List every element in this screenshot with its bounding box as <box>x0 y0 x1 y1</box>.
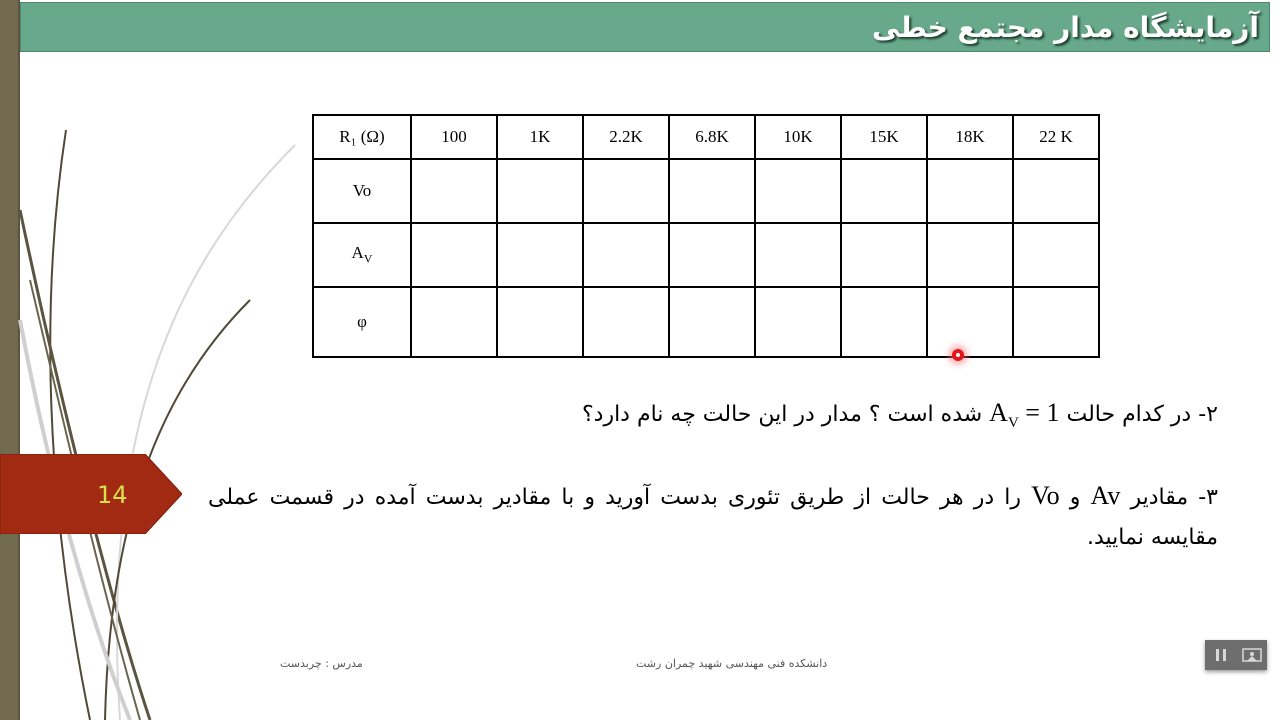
table-cell <box>411 287 497 357</box>
table-cell <box>1013 159 1099 223</box>
table-cell <box>755 223 841 287</box>
header-cell: 6.8K <box>669 115 755 159</box>
header-cell: 10K <box>755 115 841 159</box>
header-cell: 15K <box>841 115 927 159</box>
table-cell <box>497 287 583 357</box>
laser-pointer-cursor <box>952 349 964 361</box>
page-number-badge <box>0 454 182 534</box>
av-label-sub: V <box>363 251 373 266</box>
decorative-curves <box>0 0 320 720</box>
header-cell: 100 <box>411 115 497 159</box>
table-cell <box>755 287 841 357</box>
table-row-av <box>313 223 1099 287</box>
table-cell <box>927 159 1013 223</box>
slideshow-controls <box>1205 640 1267 670</box>
av-label: A <box>351 243 364 263</box>
table-row-phase <box>313 287 1099 357</box>
measurement-table <box>312 114 1100 358</box>
q2-suffix: شده است ؟ مدار در این حالت چه نام دارد؟ <box>581 402 990 427</box>
slideshow-view-button[interactable] <box>1240 645 1264 665</box>
table-cell <box>411 159 497 223</box>
table-header-row <box>313 115 1099 159</box>
q3-prefix: ۳- مقادیر <box>1120 485 1218 510</box>
pause-icon <box>1213 648 1229 662</box>
table-cell <box>669 223 755 287</box>
q2-formula-sub: V <box>1007 415 1019 432</box>
page-number: 14 <box>97 481 128 509</box>
table-row-vo <box>313 159 1099 223</box>
table-cell <box>755 159 841 223</box>
q3-av: Av <box>1090 481 1121 510</box>
table-cell <box>1013 287 1099 357</box>
table-cell <box>669 159 755 223</box>
row-label-av <box>313 223 411 287</box>
table-cell <box>497 159 583 223</box>
header-cell: 22 K <box>1013 115 1099 159</box>
slideshow-icon <box>1242 648 1262 662</box>
q2-formula <box>989 398 1060 432</box>
table-cell <box>841 223 927 287</box>
q3-vo: Vo <box>1031 481 1060 510</box>
question-3 <box>208 476 1218 558</box>
table-cell <box>497 223 583 287</box>
table-cell <box>927 223 1013 287</box>
table-cell <box>669 287 755 357</box>
table-cell <box>583 223 669 287</box>
footer-institution: دانشکده فنی مهندسی شهید چمران رشت <box>636 657 828 670</box>
table-cell <box>583 159 669 223</box>
pause-button[interactable] <box>1209 645 1233 665</box>
q2-formula-a: A <box>989 398 1008 427</box>
table-cell <box>1013 223 1099 287</box>
slide-title-bar <box>20 2 1270 52</box>
q3-suffix: را در هر حالت از طریق تئوری بدست آورید و با مقادیر بدست آمده در قسمت عملی مقایسه نمایید. <box>208 485 1218 550</box>
footer-instructor: مدرس : چربدست <box>280 657 363 670</box>
question-2 <box>582 398 1218 432</box>
slide-title: آزمایشگاه مدار مجتمع خطی <box>872 10 1259 44</box>
header-label-cell: R₁ (Ω) <box>313 115 411 159</box>
table-cell <box>411 223 497 287</box>
row-label-vo: Vo <box>313 159 411 223</box>
q3-and: و <box>1059 485 1091 510</box>
header-cell: 18K <box>927 115 1013 159</box>
table-cell <box>927 287 1013 357</box>
table-cell <box>841 159 927 223</box>
table-cell <box>583 287 669 357</box>
q2-formula-rest: = 1 <box>1018 398 1060 427</box>
header-cell: 2.2K <box>583 115 669 159</box>
header-cell: 1K <box>497 115 583 159</box>
table-cell <box>841 287 927 357</box>
row-label-phase: φ <box>313 287 411 357</box>
q2-prefix: ۲- در کدام حالت <box>1059 402 1218 427</box>
